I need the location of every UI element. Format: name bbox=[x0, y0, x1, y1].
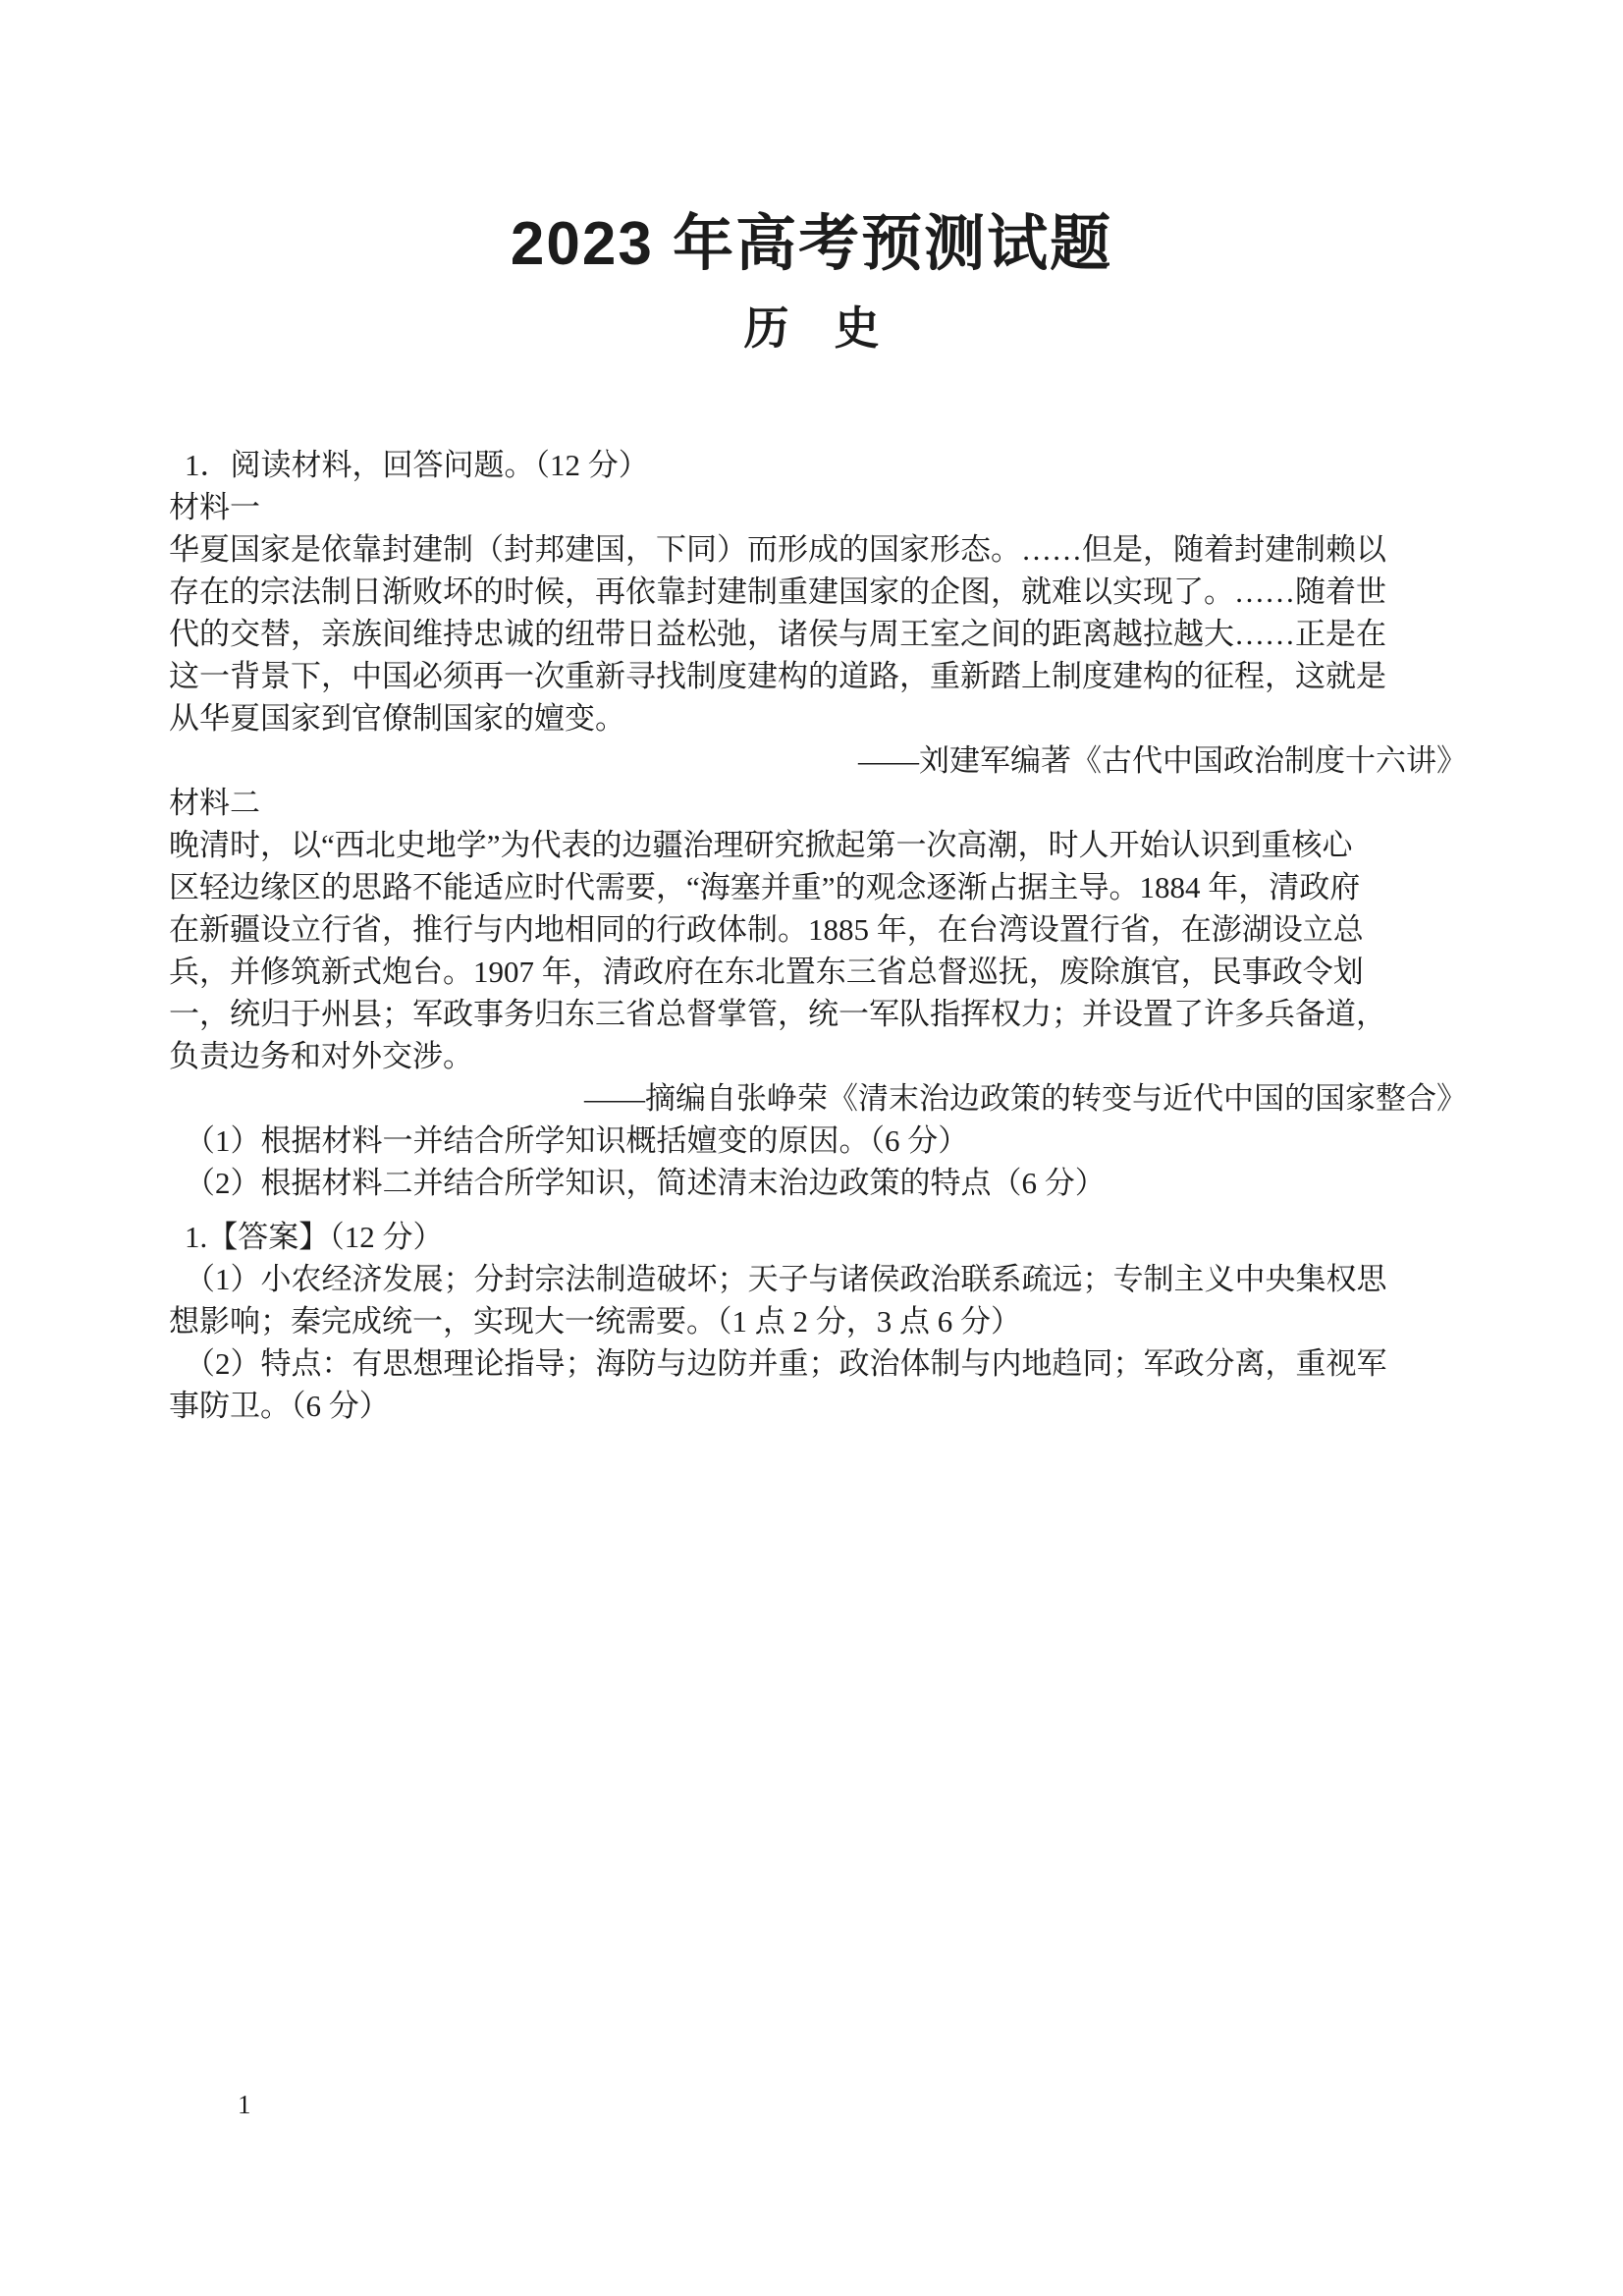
answer-text-line: （2）特点：有思想理论指导；海防与边防并重；政治体制与内地趋同；军政分离，重视军 bbox=[185, 1346, 1387, 1381]
page-title: 2023 年高考预测试题 bbox=[510, 210, 1113, 278]
sub-question-2: （2）根据材料二并结合所学知识，简述清末治边政策的特点（6 分） bbox=[185, 1166, 1106, 1200]
material1-label: 材料一 bbox=[169, 490, 260, 524]
material2-text-line: 区轻边缘区的思路不能适应时代需要，“海塞并重”的观念逐渐占据主导。1884 年，清政府 bbox=[169, 870, 1361, 904]
page-subject: 历 史 bbox=[743, 302, 880, 354]
answer-text-line: 想影响；秦完成统一，实现大一统需要。（1 点 2 分，3 点 6 分） bbox=[169, 1304, 1021, 1339]
material1-source: ——刘建军编著《古代中国政治制度十六讲》 bbox=[858, 743, 1467, 778]
answer-header: 1.【答案】（12 分） bbox=[185, 1220, 444, 1254]
material1-text-line: 从华夏国家到官僚制国家的嬗变。 bbox=[169, 701, 625, 736]
material1-text-line: 华夏国家是依靠封建制（封邦建国，下同）而形成的国家形态。……但是，随着封建制赖以 bbox=[169, 532, 1386, 567]
material1-text-line: 这一背景下，中国必须再一次重新寻找制度建构的道路，重新踏上制度建构的征程，这就是 bbox=[169, 659, 1386, 693]
material2-text-line: 在新疆设立行省，推行与内地相同的行政体制。1885 年，在台湾设置行省，在澎湖设立总 bbox=[169, 912, 1364, 947]
material2-label: 材料二 bbox=[169, 786, 260, 820]
sub-question-1: （1）根据材料一并结合所学知识概括嬗变的原因。（6 分） bbox=[185, 1123, 969, 1158]
page-number: 1 bbox=[238, 2090, 251, 2119]
answer-text-line: （1）小农经济发展；分封宗法制造破坏；天子与诸侯政治联系疏远；专制主义中央集权思 bbox=[185, 1262, 1387, 1296]
material2-text-line: 负责边务和对外交涉。 bbox=[169, 1039, 473, 1073]
material2-text-line: 兵，并修筑新式炮台。1907 年，清政府在东北置东三省总督巡抚，废除旗官，民事政令划 bbox=[169, 955, 1364, 989]
material2-text-line: 一，统归于州县；军政事务归东三省总督掌管，统一军队指挥权力；并设置了许多兵备道， bbox=[169, 997, 1386, 1031]
material2-source: ——摘编自张峥荣《清末治边政策的转变与近代中国的国家整合》 bbox=[584, 1081, 1467, 1116]
material1-text-line: 存在的宗法制日渐败坏的时候，再依靠封建制重建国家的企图，就难以实现了。……随着世 bbox=[169, 574, 1386, 609]
material1-text-line: 代的交替，亲族间维持忠诚的纽带日益松弛，诸侯与周王室之间的距离越拉越大……正是在 bbox=[169, 617, 1386, 651]
exam-content bbox=[169, 444, 1467, 1427]
material2-text-line: 晚清时，以“西北史地学”为代表的边疆治理研究掀起第一次高潮，时人开始认识到重核心 bbox=[169, 828, 1353, 862]
question-prompt: 1．阅读材料，回答问题。（12 分） bbox=[185, 448, 649, 482]
answer-text-line: 事防卫。（6 分） bbox=[169, 1389, 390, 1423]
